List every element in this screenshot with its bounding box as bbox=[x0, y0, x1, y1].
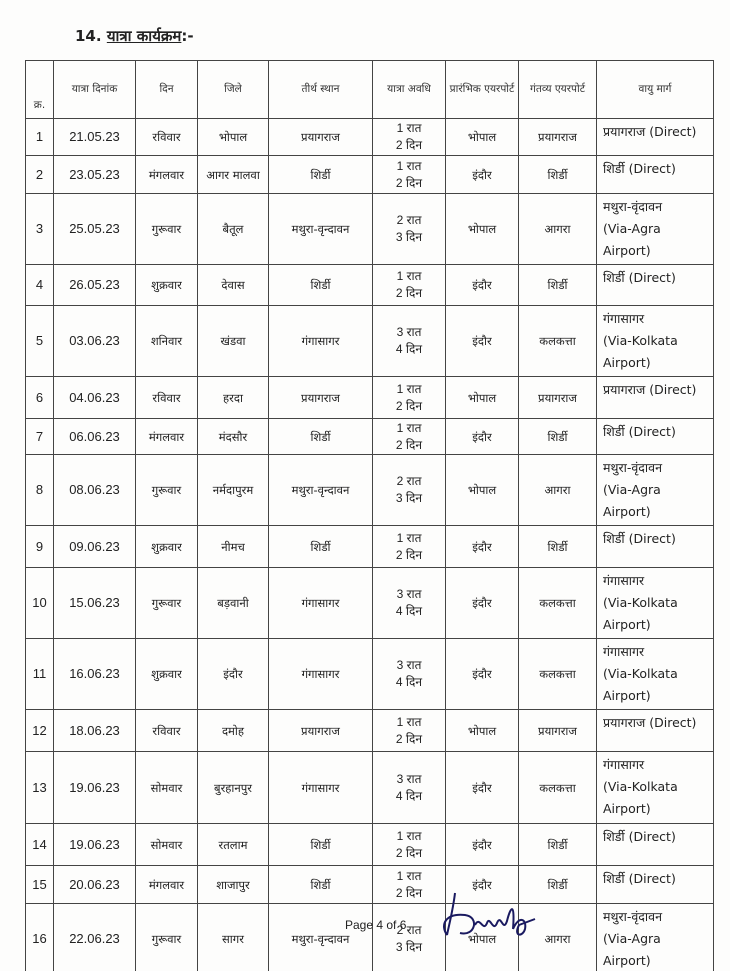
district-cell: आगर मालवा bbox=[198, 156, 269, 194]
air-route-cell bbox=[597, 526, 714, 568]
destination-airport-cell: शिर्डी bbox=[519, 824, 597, 866]
destination-airport-cell: प्रयागराज bbox=[519, 119, 597, 156]
origin-airport-cell: इंदौर bbox=[446, 156, 519, 194]
section-number: 14. bbox=[75, 27, 102, 45]
district-cell: नर्मदापुरम bbox=[198, 455, 269, 526]
day-cell: गुरूवार bbox=[136, 455, 198, 526]
destination-airport-cell: आगरा bbox=[519, 194, 597, 265]
destination-airport-cell: आगरा bbox=[519, 455, 597, 526]
district-cell: भोपाल bbox=[198, 119, 269, 156]
duration-cell bbox=[373, 752, 446, 824]
air-route-cell bbox=[597, 306, 714, 377]
air-route-line: गंगासागर bbox=[603, 573, 645, 588]
district-cell: मंदसौर bbox=[198, 419, 269, 455]
pilgrimage-place-cell: मथुरा-वृन्दावन bbox=[269, 904, 373, 971]
day-cell: रविवार bbox=[136, 710, 198, 752]
day-cell: मंगलवार bbox=[136, 156, 198, 194]
table-row bbox=[26, 526, 714, 568]
duration-nights: 1 रात bbox=[396, 530, 422, 545]
pilgrimage-place-cell: मथुरा-वृन्दावन bbox=[269, 455, 373, 526]
table-row bbox=[26, 866, 714, 904]
day-cell: सोमवार bbox=[136, 824, 198, 866]
date-cell: 18.06.23 bbox=[54, 710, 136, 752]
pilgrimage-place-cell: प्रयागराज bbox=[269, 119, 373, 156]
serial-number-cell: 9 bbox=[26, 526, 54, 568]
duration-days: 2 दिन bbox=[395, 731, 423, 746]
air-route-cell bbox=[597, 119, 714, 156]
date-cell: 08.06.23 bbox=[54, 455, 136, 526]
air-route-line: शिर्डी (Direct) bbox=[603, 424, 676, 439]
air-route-cell bbox=[597, 752, 714, 824]
air-route-line: (Via-Agra Airport) bbox=[603, 221, 661, 258]
serial-number-cell: 4 bbox=[26, 265, 54, 306]
table-row bbox=[26, 194, 714, 265]
destination-airport-cell: कलकत्ता bbox=[519, 752, 597, 824]
date-cell: 25.05.23 bbox=[54, 194, 136, 265]
day-cell: मंगलवार bbox=[136, 419, 198, 455]
origin-airport-cell: इंदौर bbox=[446, 752, 519, 824]
date-cell: 09.06.23 bbox=[54, 526, 136, 568]
pilgrimage-place-cell: शिर्डी bbox=[269, 824, 373, 866]
date-cell: 26.05.23 bbox=[54, 265, 136, 306]
duration-days: 4 दिन bbox=[395, 675, 423, 689]
air-route-line: (Via-Kolkata bbox=[603, 666, 678, 681]
duration-cell bbox=[373, 455, 446, 526]
pilgrimage-place-cell: गंगासागर bbox=[269, 639, 373, 710]
air-route-cell bbox=[597, 866, 714, 904]
duration-days: 2 दिन bbox=[395, 547, 423, 562]
duration-cell bbox=[373, 639, 446, 710]
origin-airport-cell: इंदौर bbox=[446, 639, 519, 710]
duration-nights: 1 रात bbox=[396, 158, 422, 173]
date-cell: 15.06.23 bbox=[54, 568, 136, 639]
date-cell: 19.06.23 bbox=[54, 752, 136, 824]
duration-cell bbox=[373, 194, 446, 265]
destination-airport-cell: कलकत्ता bbox=[519, 568, 597, 639]
origin-airport-cell: भोपाल bbox=[446, 710, 519, 752]
serial-number-cell: 8 bbox=[26, 455, 54, 526]
day-cell: शुक्रवार bbox=[136, 265, 198, 306]
duration-cell bbox=[373, 824, 446, 866]
duration-days: 3 दिन bbox=[395, 230, 423, 244]
air-route-line: Airport) bbox=[603, 801, 651, 816]
column-header: यात्रा अवधि bbox=[373, 61, 446, 119]
serial-number-cell: 2 bbox=[26, 156, 54, 194]
duration-nights: 1 रात bbox=[396, 714, 422, 729]
duration-nights: 3 रात bbox=[396, 771, 422, 786]
serial-number-cell: 12 bbox=[26, 710, 54, 752]
district-cell: देवास bbox=[198, 265, 269, 306]
origin-airport-cell: इंदौर bbox=[446, 568, 519, 639]
air-route-line: (Via-Agra Airport) bbox=[603, 482, 661, 519]
serial-number-cell: 1 bbox=[26, 119, 54, 156]
column-header: यात्रा दिनांक bbox=[54, 61, 136, 119]
pilgrimage-place-cell: गंगासागर bbox=[269, 568, 373, 639]
duration-nights: 1 रात bbox=[396, 828, 422, 843]
table-row bbox=[26, 119, 714, 156]
date-cell: 16.06.23 bbox=[54, 639, 136, 710]
origin-airport-cell: इंदौर bbox=[446, 824, 519, 866]
district-cell: इंदौर bbox=[198, 639, 269, 710]
table-row bbox=[26, 752, 714, 824]
duration-nights: 2 रात bbox=[396, 474, 422, 488]
signature-icon bbox=[435, 885, 545, 945]
duration-days: 2 दिन bbox=[395, 398, 423, 413]
pilgrimage-place-cell: शिर्डी bbox=[269, 866, 373, 904]
table-row bbox=[26, 455, 714, 526]
pilgrimage-place-cell: मथुरा-वृन्दावन bbox=[269, 194, 373, 265]
column-header: तीर्थ स्थान bbox=[269, 61, 373, 119]
table-row bbox=[26, 710, 714, 752]
section-suffix: :- bbox=[181, 27, 194, 45]
air-route-line: (Via-Kolkata bbox=[603, 595, 678, 610]
duration-cell bbox=[373, 568, 446, 639]
destination-airport-cell: शिर्डी bbox=[519, 866, 597, 904]
table-body bbox=[26, 119, 714, 971]
table-row bbox=[26, 306, 714, 377]
air-route-cell bbox=[597, 377, 714, 419]
air-route-cell bbox=[597, 419, 714, 455]
duration-cell bbox=[373, 710, 446, 752]
duration-cell bbox=[373, 419, 446, 455]
pilgrimage-place-cell: गंगासागर bbox=[269, 306, 373, 377]
air-route-cell bbox=[597, 455, 714, 526]
duration-nights: 1 रात bbox=[396, 420, 422, 435]
section-title: यात्रा कार्यक्रम bbox=[106, 27, 182, 45]
air-route-line: शिर्डी (Direct) bbox=[603, 270, 676, 285]
origin-airport-cell: भोपाल bbox=[446, 904, 519, 971]
district-cell: दमोह bbox=[198, 710, 269, 752]
table-header-row bbox=[26, 61, 714, 119]
duration-nights: 3 रात bbox=[396, 658, 422, 672]
day-cell: गुरूवार bbox=[136, 194, 198, 265]
duration-cell bbox=[373, 377, 446, 419]
serial-number-cell: 10 bbox=[26, 568, 54, 639]
air-route-line: गंगासागर bbox=[603, 644, 645, 659]
duration-nights: 2 रात bbox=[396, 213, 422, 227]
destination-airport-cell: शिर्डी bbox=[519, 419, 597, 455]
air-route-line: (Via-Kolkata bbox=[603, 779, 678, 794]
air-route-line: शिर्डी (Direct) bbox=[603, 829, 676, 844]
duration-nights: 1 रात bbox=[396, 868, 422, 883]
origin-airport-cell: इंदौर bbox=[446, 866, 519, 904]
air-route-cell bbox=[597, 824, 714, 866]
district-cell: रतलाम bbox=[198, 824, 269, 866]
district-cell: खंडवा bbox=[198, 306, 269, 377]
district-cell: हरदा bbox=[198, 377, 269, 419]
air-route-line: मथुरा-वृंदावन bbox=[603, 199, 663, 214]
day-cell: रविवार bbox=[136, 377, 198, 419]
duration-nights: 1 रात bbox=[396, 121, 422, 135]
serial-number-cell: 16 bbox=[26, 904, 54, 971]
duration-days: 3 दिन bbox=[395, 491, 423, 505]
duration-days: 3 दिन bbox=[395, 940, 423, 954]
duration-nights: 1 रात bbox=[396, 381, 422, 396]
duration-nights: 1 रात bbox=[396, 269, 422, 283]
origin-airport-cell: भोपाल bbox=[446, 194, 519, 265]
column-header: वायु मार्ग bbox=[597, 61, 714, 119]
column-header: दिन bbox=[136, 61, 198, 119]
pilgrimage-place-cell: शिर्डी bbox=[269, 265, 373, 306]
duration-cell bbox=[373, 156, 446, 194]
air-route-line: शिर्डी (Direct) bbox=[603, 871, 676, 886]
pilgrimage-place-cell: शिर्डी bbox=[269, 419, 373, 455]
duration-days: 2 दिन bbox=[395, 175, 423, 190]
origin-airport-cell: भोपाल bbox=[446, 455, 519, 526]
air-route-line: गंगासागर bbox=[603, 757, 645, 772]
district-cell: नीमच bbox=[198, 526, 269, 568]
duration-days: 2 दिन bbox=[395, 286, 423, 300]
duration-days: 4 दिन bbox=[395, 342, 423, 356]
table-row bbox=[26, 824, 714, 866]
air-route-line: (Via-Kolkata bbox=[603, 333, 678, 348]
air-route-cell bbox=[597, 265, 714, 306]
table-row bbox=[26, 156, 714, 194]
duration-cell bbox=[373, 119, 446, 156]
date-cell: 23.05.23 bbox=[54, 156, 136, 194]
duration-cell bbox=[373, 265, 446, 306]
date-cell: 04.06.23 bbox=[54, 377, 136, 419]
district-cell: बैतूल bbox=[198, 194, 269, 265]
day-cell: शुक्रवार bbox=[136, 639, 198, 710]
air-route-line: (Via-Agra Airport) bbox=[603, 931, 661, 968]
serial-number-cell: 5 bbox=[26, 306, 54, 377]
date-cell: 03.06.23 bbox=[54, 306, 136, 377]
air-route-line: मथुरा-वृंदावन bbox=[603, 909, 663, 924]
destination-airport-cell: शिर्डी bbox=[519, 526, 597, 568]
origin-airport-cell: इंदौर bbox=[446, 526, 519, 568]
air-route-cell bbox=[597, 156, 714, 194]
duration-nights: 3 रात bbox=[396, 587, 422, 601]
column-header: प्रारंभिक एयरपोर्ट bbox=[446, 61, 519, 119]
pilgrimage-place-cell: शिर्डी bbox=[269, 526, 373, 568]
air-route-line: प्रयागराज (Direct) bbox=[603, 382, 697, 397]
day-cell: गुरूवार bbox=[136, 904, 198, 971]
date-cell: 21.05.23 bbox=[54, 119, 136, 156]
day-cell: शुक्रवार bbox=[136, 526, 198, 568]
pilgrimage-place-cell: प्रयागराज bbox=[269, 377, 373, 419]
date-cell: 22.06.23 bbox=[54, 904, 136, 971]
day-cell: सोमवार bbox=[136, 752, 198, 824]
serial-number-cell: 14 bbox=[26, 824, 54, 866]
serial-number-cell: 13 bbox=[26, 752, 54, 824]
origin-airport-cell: इंदौर bbox=[446, 306, 519, 377]
pilgrimage-place-cell: शिर्डी bbox=[269, 156, 373, 194]
date-cell: 19.06.23 bbox=[54, 824, 136, 866]
origin-airport-cell: भोपाल bbox=[446, 119, 519, 156]
table-row bbox=[26, 568, 714, 639]
serial-number-cell: 11 bbox=[26, 639, 54, 710]
destination-airport-cell: कलकत्ता bbox=[519, 306, 597, 377]
air-route-line: प्रयागराज (Direct) bbox=[603, 715, 697, 730]
column-header: जिले bbox=[198, 61, 269, 119]
origin-airport-cell: भोपाल bbox=[446, 377, 519, 419]
destination-airport-cell: शिर्डी bbox=[519, 265, 597, 306]
duration-cell bbox=[373, 306, 446, 377]
date-cell: 20.06.23 bbox=[54, 866, 136, 904]
air-route-line: शिर्डी (Direct) bbox=[603, 531, 676, 546]
pilgrimage-place-cell: गंगासागर bbox=[269, 752, 373, 824]
page-number: Page 4 of 6 bbox=[345, 918, 407, 932]
table-row bbox=[26, 419, 714, 455]
district-cell: सागर bbox=[198, 904, 269, 971]
air-route-line: प्रयागराज (Direct) bbox=[603, 124, 697, 139]
air-route-line: Airport) bbox=[603, 617, 651, 632]
duration-days: 2 दिन bbox=[395, 885, 423, 900]
day-cell: शनिवार bbox=[136, 306, 198, 377]
table-row bbox=[26, 904, 714, 971]
table-row bbox=[26, 639, 714, 710]
origin-airport-cell: इंदौर bbox=[446, 265, 519, 306]
day-cell: मंगलवार bbox=[136, 866, 198, 904]
air-route-cell bbox=[597, 194, 714, 265]
district-cell: बड़वानी bbox=[198, 568, 269, 639]
pilgrimage-place-cell: प्रयागराज bbox=[269, 710, 373, 752]
air-route-line: Airport) bbox=[603, 688, 651, 703]
day-cell: गुरूवार bbox=[136, 568, 198, 639]
duration-cell bbox=[373, 526, 446, 568]
date-cell: 06.06.23 bbox=[54, 419, 136, 455]
table-row bbox=[26, 265, 714, 306]
origin-airport-cell: इंदौर bbox=[446, 419, 519, 455]
destination-airport-cell: कलकत्ता bbox=[519, 639, 597, 710]
travel-schedule-table bbox=[25, 60, 714, 971]
air-route-line: Airport) bbox=[603, 355, 651, 370]
air-route-cell bbox=[597, 710, 714, 752]
air-route-line: शिर्डी (Direct) bbox=[603, 161, 676, 176]
duration-days: 2 दिन bbox=[395, 845, 423, 860]
air-route-cell bbox=[597, 904, 714, 971]
district-cell: बुरहानपुर bbox=[198, 752, 269, 824]
duration-nights: 3 रात bbox=[396, 325, 422, 339]
column-header: गंतव्य एयरपोर्ट bbox=[519, 61, 597, 119]
district-cell: शाजापुर bbox=[198, 866, 269, 904]
destination-airport-cell: आगरा bbox=[519, 904, 597, 971]
destination-airport-cell: शिर्डी bbox=[519, 156, 597, 194]
column-header: क्र. bbox=[26, 61, 54, 119]
duration-days: 2 दिन bbox=[395, 138, 423, 152]
serial-number-cell: 3 bbox=[26, 194, 54, 265]
air-route-line: मथुरा-वृंदावन bbox=[603, 460, 663, 475]
serial-number-cell: 6 bbox=[26, 377, 54, 419]
section-heading bbox=[75, 26, 194, 46]
serial-number-cell: 7 bbox=[26, 419, 54, 455]
destination-airport-cell: प्रयागराज bbox=[519, 377, 597, 419]
air-route-cell bbox=[597, 639, 714, 710]
day-cell: रविवार bbox=[136, 119, 198, 156]
duration-days: 2 दिन bbox=[395, 437, 423, 452]
table-row bbox=[26, 377, 714, 419]
duration-nights: 2 रात bbox=[396, 923, 422, 937]
destination-airport-cell: प्रयागराज bbox=[519, 710, 597, 752]
duration-days: 4 दिन bbox=[395, 604, 423, 618]
air-route-cell bbox=[597, 568, 714, 639]
serial-number-cell: 15 bbox=[26, 866, 54, 904]
air-route-line: गंगासागर bbox=[603, 311, 645, 326]
duration-days: 4 दिन bbox=[395, 788, 423, 803]
